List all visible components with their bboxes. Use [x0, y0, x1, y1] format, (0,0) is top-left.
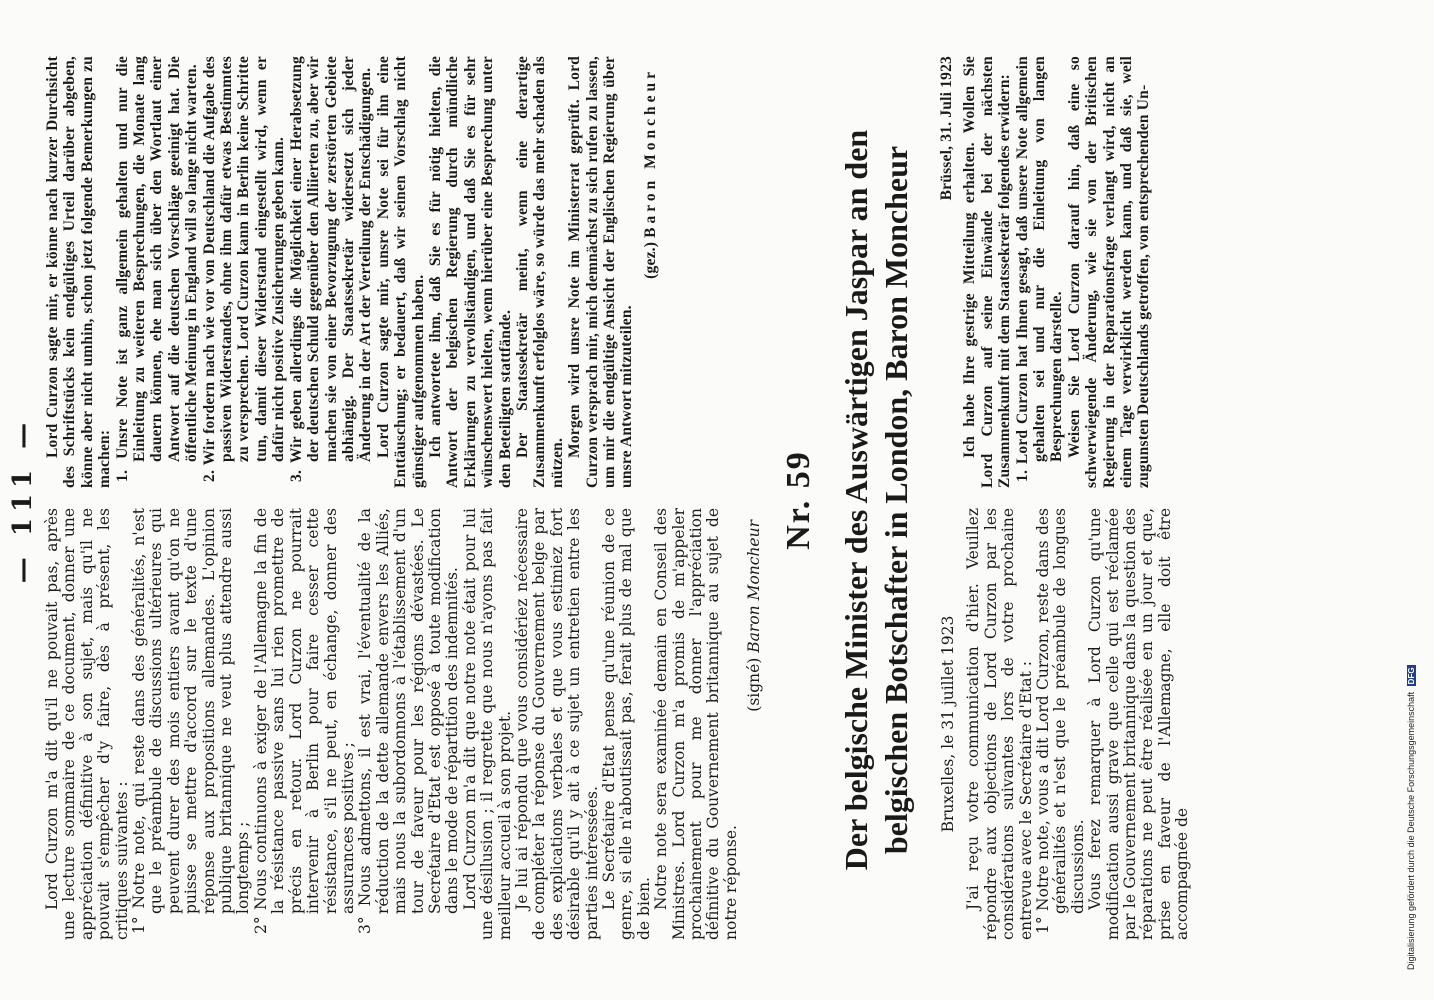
- signature-prefix: (signé): [745, 657, 764, 712]
- paragraph: Der Staatssekretär meint, wenn eine derartige Zusammenkunft erfolglos wäre, so würde das mehr schaden als nützen.: [513, 56, 566, 488]
- paragraph: Lord Curzon m'a dit qu'il ne pouvait pas, après une lecture sommaire de ce document, donner une appréciation définitive à son sujet, mais qu'il ne pouvait s'empêcher d'y faire, dès à présent, les critiques suivantes :: [43, 508, 131, 940]
- signature: [642, 68, 659, 488]
- signature-name: Baron Moncheur: [641, 68, 659, 238]
- credit-text: Digitalisierung gefördert durch die Deutsche Forschungsgemeinschaft: [1406, 691, 1416, 970]
- page-number: — 111 —: [8, 416, 38, 584]
- paragraph: Vous ferez remarquer à Lord Curzon qu'une modification aussi grave que celle qui est réclamée par le Gouvernement britannique dans la question des réparations ne peut être réalisée en un jour et que, prise en faveur de l'Allemagne, elle doit être accompagnée de: [1086, 508, 1192, 940]
- paragraph: Weisen Sie Lord Curzon darauf hin, daß eine so schwerwiegende Änderung, wie sie von der Britischen Regierung in der Reparationsfrage verlangt wird, nicht an einem Tage verwirklicht werden kann, und daß sie, weil zugunsten Deutschlands getroffen, von entsprechenden Un-: [1065, 56, 1153, 488]
- dfg-logo: DFG: [1407, 667, 1416, 685]
- paragraph: Ich antwortete ihm, daß Sie es für nötig hielten, die Antwort der belgischen Regierung durch mündliche Erklärungen zu vervollständigen, und daß Sie es für sehr wünschenswert hielten, wenn hierüber eine Besprechung unter den Beteiligten stattfände.: [426, 56, 514, 488]
- french-column-bottom: [930, 508, 1400, 940]
- signature-prefix: (gez.): [641, 241, 659, 279]
- list-item: 2° Nous continuons à exiger de l'Allemagne la fin de la résistance passive sans lui rien promettre de précis en retour. Lord Curzon ne pourrait intervenir à Berlin pour faire cesser cette résistance, s'il ne peut, en échange, donner des assurances positives ;: [251, 508, 357, 934]
- french-column-top: [43, 508, 764, 940]
- paragraph: Lord Curzon sagte mir, unsre Note sei für ihn eine Enttäuschung; er bedauert, daß wir seinen Vorschlag nicht günstiger aufgenommen haben.: [374, 56, 427, 488]
- document-title: Der belgische Minister des Auswärtigen Jaspar an den belgischen Botschafter in London, Baron Moncheur: [838, 129, 914, 871]
- list-item: 1. Unsre Note ist ganz allgemein gehalten und nur die Einleitung zu weiteren Besprechungen, die Monate lang dauern können, ehe man sich über den Wortlaut einer Antwort auf die deutschen Vorschläge geeinigt hat. Die öffentliche Meinung in England will so lange nicht warten.: [113, 56, 201, 482]
- list-item: 1° Notre note, qui reste dans des généralités, n'est que le préambule de discussions ultérieures qui peuvent durer des mois entiers avant qu'on ne puisse se mettre d'accord sur le texte d'une réponse aux propositions allemandes. L'opinion publique britannique ne veut plus attendre aussi longtemps ;: [130, 508, 253, 934]
- signature-name: Baron Moncheur: [745, 520, 764, 653]
- date-line: Brüssel, 31. Juli 1923: [938, 56, 955, 201]
- paragraph: J'ai reçu votre communication d'hier. Veuillez répondre aux objections de Lord Curzon par les considérations suivantes lors de votre prochaine entrevue avec le Secrétaire d'Etat :: [964, 508, 1035, 940]
- list-item: 3. Wir geben allerdings die Möglichkeit einer Herabsetzung der deutschen Schuld gegenüber den Alliierten zu, aber wir machen sie von einer Bevorzugung der zerstörten Gebiete abhängig. Der Staatssekretär widersetzt sich jeder Änderung in der Art der Verteilung der Entschädigungen.: [287, 56, 375, 482]
- list-item: 1° Notre note, vous a dit Lord Curzon, reste dans des généralités et n'est que le préambule de longues discussions.: [1034, 508, 1087, 934]
- german-column-bottom: [930, 56, 1400, 488]
- document-number: Nr. 59: [780, 450, 817, 550]
- date-line: Bruxelles, le 31 juillet 1923: [939, 615, 957, 833]
- signature: [746, 520, 763, 940]
- paragraph: Je lui ai répondu que vous considériez nécessaire de compléter la réponse du Gouvernement belge par des explications verbales et que vous estimiez fort désirable qu'il y ait à ce sujet un entretien entre les parties intéressées.: [512, 508, 601, 940]
- german-column-top: [44, 56, 760, 488]
- paragraph: Lord Curzon sagte mir, er könne nach kurzer Durchsicht des Schriftstücks kein endgültiges Urteil darüber abgeben, könne aber nicht umhin, schon jetzt folgende Bemerkungen zu machen:: [44, 56, 114, 488]
- paragraph: Ich habe Ihre gestrige Mitteilung erhalten. Wollen Sie Lord Curzon auf seine Einwände bei der nächsten Zusammenkunft mit dem Staatssekretär folgendes erwidern:: [961, 56, 1014, 488]
- list-item: 2. Wir fordern nach wie vor von Deutschland die Aufgabe des passiven Widerstandes, ohne ihm dafür etwas Bestimmtes zu versprechen. Lord Curzon kann in Berlin keine Schritte tun, damit dieser Widerstand eingestellt wird, wenn er dafür nicht positive Zusicherungen geben kann.: [200, 56, 288, 482]
- digitization-credit: [1406, 665, 1416, 970]
- list-item: 1. Lord Curzon hat Ihnen gesagt, daß unsere Note allgemein gehalten sei und nur die Einleitung von langen Besprechungen darstelle.: [1013, 56, 1066, 482]
- paragraph: Lord Curzon m'a dit que notre note était pour lui une désillusion ; il regrette que nous n'ayons pas fait meilleur accueil à son projet.: [460, 508, 514, 940]
- list-item: 3° Nous admettons, il est vrai, l'éventualité de la réduction de la dette allemande envers les Alliés, mais nous la subordonnons à l'établissement d'un tour de faveur pour les régions dévastées. Le Secrétaire d'Etat est opposé à toute modification dans le mode de répartition des indemnités.: [356, 508, 462, 934]
- paragraph: Morgen wird unsre Note im Ministerrat geprüft. Lord Curzon versprach mir, mich demnächst zu sich rufen zu lassen, um mir die endgültige Ansicht der Englischen Regierung über unsre Antwort mitzuteilen.: [566, 56, 636, 488]
- paragraph: Notre note sera examinée demain en Conseil des Ministres. Lord Curzon m'a promis de m'appeler prochainement pour me donner l'appréciation définitive du Gouvernement britannique au sujet de notre réponse.: [652, 508, 740, 940]
- paragraph: Le Secrétaire d'Etat pense qu'une réunion de ce genre, si elle n'aboutissait pas, ferait plus de mal que de bien.: [600, 508, 653, 940]
